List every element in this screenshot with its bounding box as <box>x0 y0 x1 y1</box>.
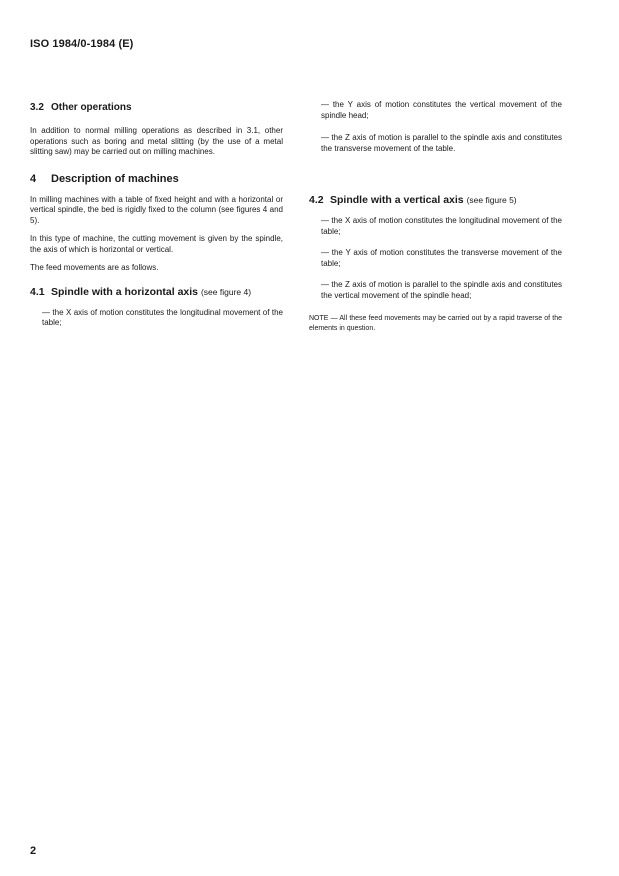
right-column <box>309 100 562 333</box>
figure-reference: (see figure 5) <box>466 195 517 205</box>
page-number: 2 <box>30 845 37 857</box>
paragraph-machines-3: The feed movements are as follows. <box>30 263 159 272</box>
heading-number: 4.1 <box>30 285 45 298</box>
list-item-z-axis: — the Z axis of motion is parallel to the spindle axis and constitutes the vertical movement of the spindle head; <box>321 280 562 300</box>
left-column <box>30 100 283 329</box>
heading-title: Spindle with a horizontal axis <box>51 285 199 298</box>
document-id: ISO 1984/0-1984 (E) <box>30 38 134 50</box>
list-item-x-axis: — the X axis of motion constitutes the longitudinal movement of the table; <box>42 307 283 327</box>
heading-number: 4.2 <box>309 194 324 206</box>
heading-number: 4 <box>30 172 37 185</box>
list-item-z-axis: — the Z axis of motion is parallel to the spindle axis and constitutes the transverse movement of the table. <box>321 133 562 153</box>
heading-4-2 <box>309 194 562 206</box>
note: NOTE — All these feed movements may be carried out by a rapid traverse of the elements in question. <box>309 315 562 332</box>
paragraph-other-operations: In addition to normal milling operations as described in 3.1, other operations such as boring and metal slitting (by the use of a metal slitting saw) may be carried out on milling machines. <box>30 126 283 156</box>
heading-title: Description of machines <box>51 172 179 185</box>
heading-3-2 <box>30 102 283 113</box>
heading-title: Spindle with a vertical axis <box>330 194 464 206</box>
heading-4 <box>30 173 283 185</box>
paragraph-machines-1: In milling machines with a table of fixed height and with a horizontal or vertical spindle, the bed is rigidly fixed to the column (see figures 4 and 5). <box>30 194 283 225</box>
list-item-y-axis: — the Y axis of motion constitutes the vertical movement of the spindle head; <box>321 100 562 120</box>
list-item-y-axis: — the Y axis of motion constitutes the transverse movement of the table; <box>321 248 562 268</box>
list-item-x-axis: — the X axis of motion constitutes the longitudinal movement of the table; <box>321 216 562 236</box>
heading-4-1 <box>30 286 283 298</box>
paragraph-machines-2: In this type of machine, the cutting movement is given by the spindle, the axis of which is horizontal or vertical. <box>30 234 283 254</box>
heading-title: Other operations <box>51 102 132 113</box>
heading-number: 3.2 <box>30 102 44 113</box>
figure-reference: (see figure 4) <box>200 286 252 297</box>
